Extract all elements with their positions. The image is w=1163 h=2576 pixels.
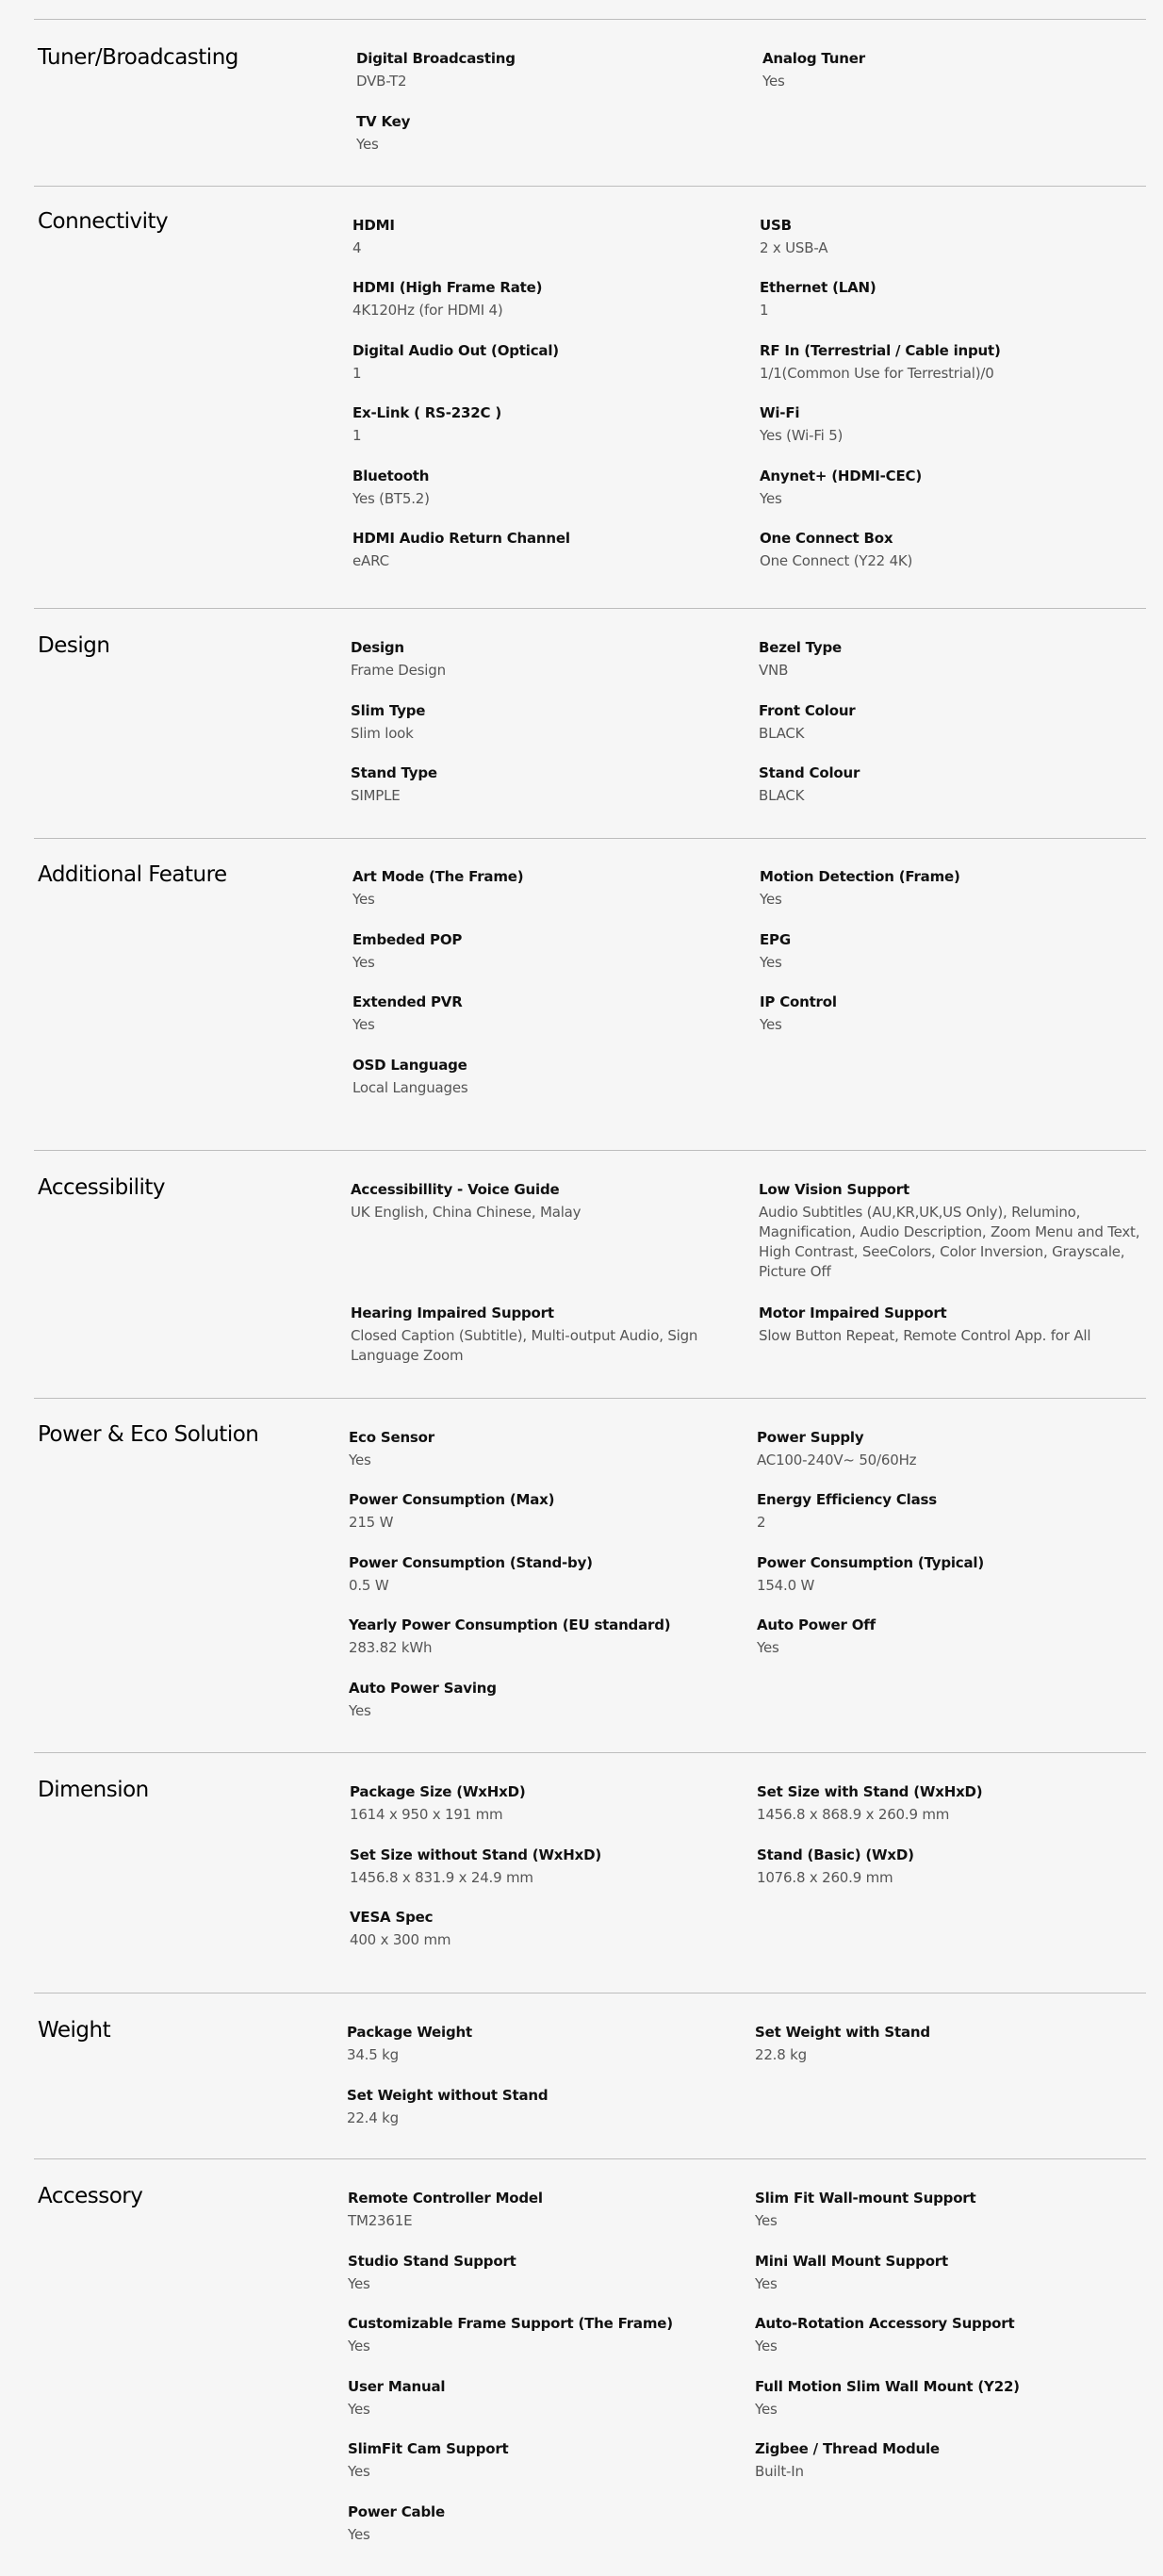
spec-label: VESA Spec	[350, 1909, 434, 1926]
section-title: Accessory	[38, 2184, 143, 2208]
section-title: Additional Feature	[38, 862, 227, 887]
spec-item	[757, 1490, 1143, 1533]
spec-item	[760, 930, 1146, 973]
spec-value: Yes	[349, 1702, 371, 1719]
spec-item	[759, 1304, 1145, 1346]
spec-value: eARC	[352, 552, 389, 569]
spec-value: 1456.8 x 831.9 x 24.9 mm	[350, 1869, 533, 1886]
spec-label: Motor Impaired Support	[759, 1304, 947, 1321]
spec-item	[351, 638, 737, 681]
spec-label: Yearly Power Consumption (EU standard)	[349, 1616, 671, 1633]
spec-label: Set Size with Stand (WxHxD)	[757, 1783, 983, 1800]
spec-item	[347, 2086, 733, 2128]
spec-item	[352, 993, 739, 1035]
spec-label: Low Vision Support	[759, 1181, 909, 1198]
spec-value: Yes	[352, 1016, 375, 1033]
spec-item	[755, 2023, 1141, 2065]
spec-label: Wi-Fi	[760, 404, 800, 421]
spec-value: Yes	[760, 1016, 782, 1033]
spec-label: Remote Controller Model	[348, 2190, 543, 2207]
section-divider	[34, 608, 1146, 609]
section-title: Tuner/Broadcasting	[38, 45, 238, 70]
spec-item	[352, 867, 739, 910]
spec-value: Yes	[762, 73, 785, 90]
spec-item	[762, 49, 1149, 91]
spec-value: Yes	[348, 2401, 370, 2418]
spec-value: Frame Design	[351, 662, 446, 679]
spec-item	[757, 1553, 1143, 1596]
spec-item	[352, 341, 739, 384]
spec-value: Yes (Wi-Fi 5)	[760, 427, 844, 444]
spec-label: Set Weight without Stand	[347, 2087, 549, 2104]
spec-item	[759, 763, 1145, 806]
spec-value: Yes	[352, 891, 375, 908]
spec-item	[755, 2439, 1141, 2482]
section-title: Power & Eco Solution	[38, 1422, 259, 1447]
spec-item	[352, 403, 739, 446]
spec-item	[349, 1490, 735, 1533]
spec-item	[351, 763, 737, 806]
section-title: Design	[38, 633, 110, 658]
spec-value: Slow Button Repeat, Remote Control App. for All	[759, 1327, 1091, 1344]
spec-label: USB	[760, 217, 792, 234]
spec-label: Accessibillity - Voice Guide	[351, 1181, 560, 1198]
section-divider	[34, 186, 1146, 187]
spec-value: 283.82 kWh	[349, 1639, 433, 1656]
spec-value: BLACK	[759, 725, 805, 742]
spec-label: Studio Stand Support	[348, 2253, 516, 2270]
spec-label: Power Cable	[348, 2503, 445, 2520]
spec-label: SlimFit Cam Support	[348, 2440, 509, 2457]
spec-item	[757, 1616, 1143, 1658]
spec-label: Anynet+ (HDMI-CEC)	[760, 468, 922, 484]
section-title: Dimension	[38, 1778, 149, 1802]
spec-value: Yes	[356, 136, 379, 153]
spec-label: Package Size (WxHxD)	[350, 1783, 526, 1800]
spec-value: 22.4 kg	[347, 2109, 399, 2126]
spec-value: Built-In	[755, 2463, 804, 2480]
spec-item	[760, 993, 1146, 1035]
spec-item	[349, 1616, 735, 1658]
spec-label: Package Weight	[347, 2024, 472, 2041]
spec-value: 1/1(Common Use for Terrestrial)/0	[760, 365, 994, 382]
spec-item	[351, 701, 737, 744]
spec-value: Yes	[757, 1639, 779, 1656]
spec-value: Yes	[755, 2212, 778, 2229]
spec-item	[356, 112, 743, 155]
spec-label: Auto Power Off	[757, 1616, 876, 1633]
spec-label: EPG	[760, 931, 791, 948]
spec-value: 400 x 300 mm	[350, 1931, 451, 1948]
spec-item	[351, 1180, 737, 1222]
spec-value: SIMPLE	[351, 787, 401, 804]
spec-item	[352, 930, 739, 973]
spec-item	[760, 341, 1146, 384]
spec-label: Set Weight with Stand	[755, 2024, 930, 2041]
spec-item	[760, 529, 1146, 571]
spec-label: Ex-Link ( RS-232C )	[352, 404, 501, 421]
spec-value: Yes	[352, 954, 375, 971]
spec-item	[755, 2252, 1141, 2294]
spec-item	[755, 2314, 1141, 2356]
spec-value: Audio Subtitles (AU,KR,UK,US Only), Relumino, Magnification, Audio Description, Zoom Menu and Text, High Contrast, SeeColors, Color Inversion, Grayscale, Picture Off	[759, 1204, 1140, 1280]
spec-value: TM2361E	[348, 2212, 413, 2229]
spec-value: Yes	[755, 2275, 778, 2292]
spec-label: Art Mode (The Frame)	[352, 868, 524, 885]
spec-item	[352, 216, 739, 258]
spec-value: Yes	[760, 891, 782, 908]
spec-value: 34.5 kg	[347, 2046, 399, 2063]
spec-value: Yes	[348, 2463, 370, 2480]
spec-label: HDMI Audio Return Channel	[352, 530, 570, 547]
spec-value: One Connect (Y22 4K)	[760, 552, 913, 569]
section-divider	[34, 1993, 1146, 1994]
spec-value: Yes	[760, 954, 782, 971]
section-divider	[34, 19, 1146, 20]
spec-label: Stand Colour	[759, 764, 860, 781]
spec-label: OSD Language	[352, 1057, 467, 1074]
spec-label: HDMI	[352, 217, 395, 234]
spec-value: 1614 x 950 x 191 mm	[350, 1806, 503, 1823]
spec-item	[759, 701, 1145, 744]
spec-label: Power Consumption (Stand-by)	[349, 1554, 593, 1571]
spec-label: Zigbee / Thread Module	[755, 2440, 940, 2457]
spec-label: Energy Efficiency Class	[757, 1491, 937, 1508]
spec-value: 1076.8 x 260.9 mm	[757, 1869, 893, 1886]
spec-item	[352, 1056, 739, 1098]
spec-item	[349, 1679, 735, 1721]
spec-value: 1	[352, 427, 362, 444]
spec-label: Design	[351, 639, 404, 656]
spec-label: User Manual	[348, 2378, 446, 2395]
section-divider	[34, 1150, 1146, 1151]
spec-item	[759, 1180, 1145, 1282]
spec-value: 0.5 W	[349, 1577, 389, 1594]
section-title: Weight	[38, 2018, 111, 2043]
spec-label: Slim Type	[351, 702, 426, 719]
spec-value: Yes	[760, 490, 782, 507]
section-divider	[34, 2158, 1146, 2159]
section-divider	[34, 838, 1146, 839]
spec-item	[760, 467, 1146, 509]
spec-value: VNB	[759, 662, 789, 679]
spec-item	[348, 2439, 734, 2482]
spec-value: 215 W	[349, 1514, 394, 1531]
spec-value: Yes	[348, 2275, 370, 2292]
spec-label: Analog Tuner	[762, 50, 865, 67]
spec-value: 1	[352, 365, 362, 382]
spec-item	[755, 2189, 1141, 2231]
spec-label: IP Control	[760, 993, 837, 1010]
spec-label: Motion Detection (Frame)	[760, 868, 960, 885]
spec-item	[352, 278, 739, 320]
spec-item	[351, 1304, 737, 1366]
spec-label: Digital Audio Out (Optical)	[352, 342, 559, 359]
spec-value: Yes	[755, 2401, 778, 2418]
spec-item	[350, 1782, 736, 1825]
section-title: Connectivity	[38, 209, 169, 234]
spec-item	[760, 867, 1146, 910]
spec-label: Customizable Frame Support (The Frame)	[348, 2315, 673, 2332]
spec-label: RF In (Terrestrial / Cable input)	[760, 342, 1001, 359]
spec-item	[759, 638, 1145, 681]
spec-label: Power Consumption (Max)	[349, 1491, 555, 1508]
spec-label: Bezel Type	[759, 639, 843, 656]
spec-item	[757, 1428, 1143, 1470]
spec-value: Yes	[755, 2338, 778, 2354]
spec-value: DVB-T2	[356, 73, 407, 90]
spec-item	[757, 1782, 1143, 1825]
spec-label: Auto Power Saving	[349, 1680, 497, 1697]
spec-value: 2 x USB-A	[760, 239, 828, 256]
spec-item	[348, 2502, 734, 2545]
spec-label: HDMI (High Frame Rate)	[352, 279, 543, 296]
section-divider	[34, 1752, 1146, 1753]
spec-value: 154.0 W	[757, 1577, 815, 1594]
spec-label: Front Colour	[759, 702, 856, 719]
spec-item	[347, 2023, 733, 2065]
spec-value: Yes	[348, 2526, 370, 2543]
spec-value: AC100-240V~ 50/60Hz	[757, 1452, 917, 1468]
spec-label: Set Size without Stand (WxHxD)	[350, 1846, 602, 1863]
spec-label: Extended PVR	[352, 993, 463, 1010]
spec-label: Stand (Basic) (WxD)	[757, 1846, 914, 1863]
spec-item	[755, 2377, 1141, 2420]
spec-value: 2	[757, 1514, 766, 1531]
spec-item	[349, 1428, 735, 1470]
spec-item	[348, 2252, 734, 2294]
spec-label: Ethernet (LAN)	[760, 279, 876, 296]
spec-item	[760, 216, 1146, 258]
spec-label: One Connect Box	[760, 530, 893, 547]
spec-value: 4K120Hz (for HDMI 4)	[352, 302, 503, 319]
spec-item	[348, 2189, 734, 2231]
section-divider	[34, 1398, 1146, 1399]
spec-label: Power Supply	[757, 1429, 864, 1446]
section-title: Accessibility	[38, 1175, 166, 1200]
spec-value: 4	[352, 239, 362, 256]
spec-value: Closed Caption (Subtitle), Multi-output Audio, Sign Language Zoom	[351, 1327, 698, 1364]
spec-item	[348, 2377, 734, 2420]
spec-label: Auto-Rotation Accessory Support	[755, 2315, 1015, 2332]
spec-item	[352, 529, 739, 571]
spec-item	[760, 403, 1146, 446]
spec-item	[349, 1553, 735, 1596]
spec-value: Slim look	[351, 725, 414, 742]
spec-item	[348, 2314, 734, 2356]
spec-label: Stand Type	[351, 764, 437, 781]
spec-value: 22.8 kg	[755, 2046, 807, 2063]
spec-label: Full Motion Slim Wall Mount (Y22)	[755, 2378, 1020, 2395]
spec-value: BLACK	[759, 787, 805, 804]
spec-label: Embeded POP	[352, 931, 463, 948]
spec-label: Mini Wall Mount Support	[755, 2253, 948, 2270]
spec-value: Local Languages	[352, 1079, 468, 1096]
spec-value: Yes (BT5.2)	[352, 490, 430, 507]
spec-label: Power Consumption (Typical)	[757, 1554, 985, 1571]
spec-value: Yes	[349, 1452, 371, 1468]
spec-item	[760, 278, 1146, 320]
spec-label: Bluetooth	[352, 468, 430, 484]
spec-label: Eco Sensor	[349, 1429, 434, 1446]
spec-label: Slim Fit Wall-mount Support	[755, 2190, 976, 2207]
spec-label: Hearing Impaired Support	[351, 1304, 554, 1321]
spec-value: UK English, China Chinese, Malay	[351, 1204, 582, 1221]
spec-label: Digital Broadcasting	[356, 50, 516, 67]
spec-item	[350, 1846, 736, 1888]
spec-item	[757, 1846, 1143, 1888]
spec-item	[350, 1908, 736, 1950]
spec-label: TV Key	[356, 113, 411, 130]
spec-value: 1456.8 x 868.9 x 260.9 mm	[757, 1806, 950, 1823]
spec-item	[352, 467, 739, 509]
spec-value: Yes	[348, 2338, 370, 2354]
spec-value: 1	[760, 302, 769, 319]
spec-item	[356, 49, 743, 91]
